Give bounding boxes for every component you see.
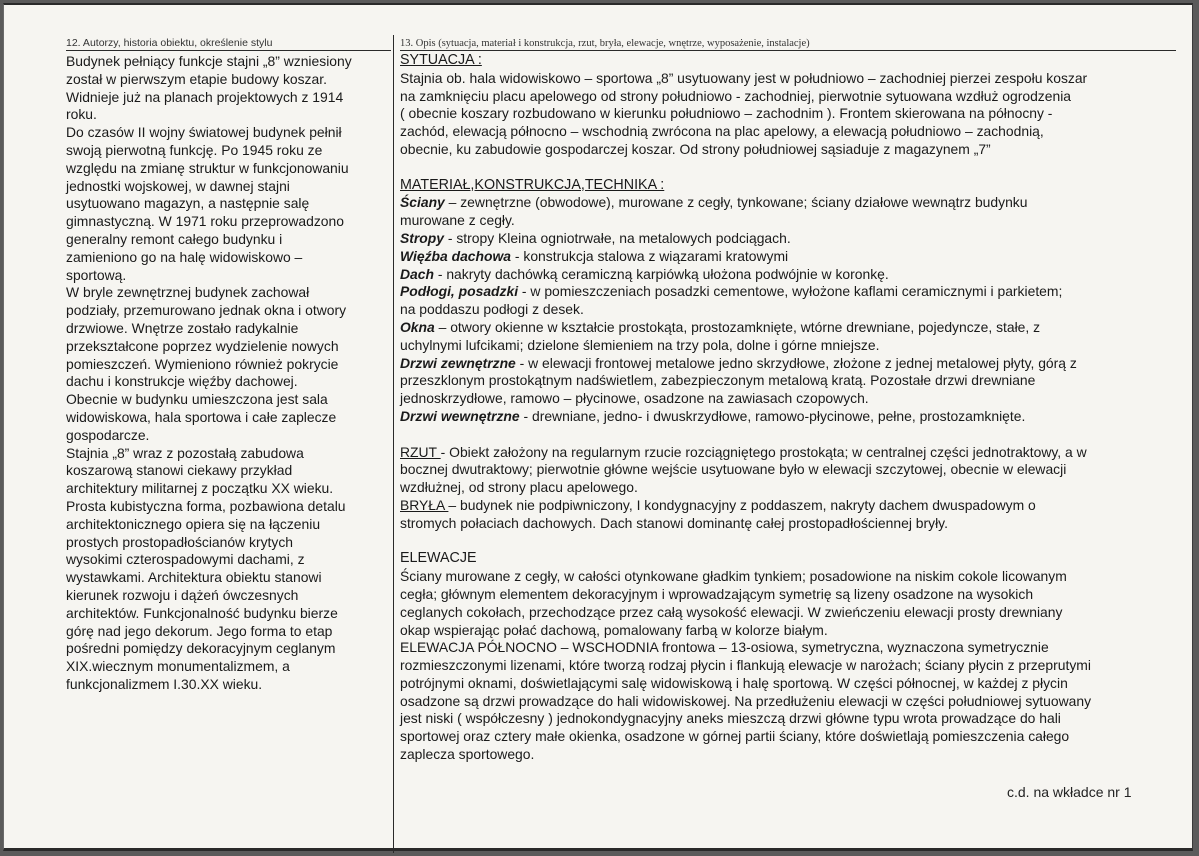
material-item	[400, 194, 1178, 212]
material-text: – otwory okienne w kształcie prostokąta, prostozamknięte, wtórne drewniane, pojedyncze, stałe, z	[434, 318, 1041, 335]
sytuacja-text	[400, 70, 1178, 159]
history-line: Budynek pełniący funkcje stajni „8” wzniesiony	[66, 53, 352, 69]
text-line: sportowej oraz cztery małe okienka, osadzone w górnej partii ściany, które doświetlają pomieszczenia całego	[400, 728, 1070, 745]
text-line: potrójnymi oknami, doświetlającymi salę widowiskową i halę sportową. W części północnej, w każdej z płycin	[400, 674, 1068, 691]
material-text-line: jednoskrzydłowe, ramowo – płycinowe, osadzone na zawiasach czopowych.	[400, 390, 869, 407]
history-line: Stajnia „8” wraz z pozostałą zabudowa	[66, 444, 304, 461]
elewacje-heading: ELEWACJE	[400, 550, 477, 567]
material-item	[400, 248, 1178, 266]
bryla-line-0: – budynek nie podpiwniczony, I kondygnacyjny z poddaszem, nakryty dachem dwuspadowym o	[448, 496, 1036, 513]
material-term: Podłogi, posadzki	[400, 283, 519, 300]
history-line: swoją pierwotną funkcję. Po 1945 roku ze	[66, 141, 323, 158]
text-line: na zamknięciu placu apelowego od strony południowo - zachodniej, pierwotnie sytuowana wzdłuż ogrodzenia	[400, 87, 1072, 104]
column-divider	[393, 35, 394, 853]
bryla-paragraph	[400, 497, 1178, 515]
material-item	[400, 230, 1178, 248]
history-line: architektury militarnej z początku XX wieku.	[66, 480, 334, 497]
section-material	[400, 177, 1178, 426]
text-line: osadzone są drzwi prowadzące do hali widowiskowej. Na przedłużeniu elewacji w części południowej sytuowany	[400, 692, 1092, 709]
section-elewacje	[400, 550, 1178, 764]
history-line: dachu i konstrukcje więźby dachowej.	[66, 373, 298, 390]
history-line: prostych prostopadłościanów krytych	[66, 533, 293, 550]
material-items	[400, 194, 1178, 425]
history-line: wystawkami. Architektura obiektu stanowi	[66, 569, 322, 586]
text-line: zaplecza sportowego.	[400, 746, 535, 763]
history-line: generalny remont całego budynku i	[66, 230, 283, 247]
continuation-note: c.d. na wkładce nr 1	[1007, 784, 1132, 800]
bryla-heading: BRYŁA	[400, 496, 449, 513]
document-page	[3, 3, 1193, 851]
text-line: ELEWACJA PÓŁNOCNO – WSCHODNIA frontowa – 13-osiowa, symetryczna, wyznaczona symetrycznie	[400, 639, 1049, 656]
material-text: - drewniane, jedno- i dwuskrzydłowe, ramowo-płycinowe, pełne, prostozamknięte.	[519, 407, 1026, 424]
material-item	[400, 266, 1178, 284]
material-item	[400, 283, 1178, 301]
elewacje-text	[400, 568, 1178, 764]
history-line: gospodarcze.	[66, 426, 150, 443]
material-heading: MATERIAŁ,KONSTRUKCJA,TECHNIKA :	[400, 176, 665, 193]
history-line: roku.	[66, 106, 97, 123]
material-text: - stropy Kleina ogniotrwałe, na metalowych podciągach.	[444, 229, 791, 246]
history-line: architektów. Funkcjonalność budynku bierze	[66, 604, 338, 621]
history-column	[66, 53, 392, 694]
material-item	[400, 355, 1178, 373]
material-term: Okna	[400, 318, 435, 335]
history-line: usytuowano magazyn, a następnie salę	[66, 195, 310, 212]
history-line: drzwiowe. Wnętrze zostało radykalnie	[66, 319, 299, 336]
section-sytuacja	[400, 52, 1178, 159]
rzut-heading: RZUT	[400, 443, 441, 460]
material-text: - w pomieszczeniach posadzki cementowe, wyłożone kaflami ceramicznymi i parkietem;	[518, 283, 1063, 300]
history-line: architektonicznego opiera się na łączeniu	[66, 515, 321, 532]
history-line: Widnieje już na planach projektowych z 1914	[66, 88, 344, 105]
text-line: jest niski ( współczesny ) jednokondygnacyjny aneks mieszczą drzwi główne typu wrota prowadzące do hali	[400, 710, 1061, 727]
history-line: koszarową stanowi ciekawy przykład	[66, 462, 293, 479]
history-line: jednostki wojskowej, w dawnej stajni	[66, 177, 290, 194]
history-line: pomieszczeń. Wymieniono również pokrycie	[66, 355, 339, 372]
material-item	[400, 319, 1178, 337]
text-line: obecnie, ku zabudowie gospodarczej koszar. Od strony południowej sąsiaduje z magazynem „7”	[400, 140, 991, 157]
rzut-line: bocznej dwutraktowy; pierwotnie główne wejście usytuowane było w elewacji szczytowej, obecnie w elewacji	[400, 461, 1067, 478]
material-term: Więźba dachowa	[400, 247, 512, 264]
history-line: zamieniono go na halę widowiskowo –	[66, 248, 303, 265]
history-line: wysokimi czterospadowymi dachami, z	[66, 551, 305, 568]
text-line: Stajnia ob. hala widowiskowo – sportowa „8” usytuowany jest w południowo – zachodniej pierzei zespołu koszar	[400, 69, 1088, 86]
history-line: W bryle zewnętrznej budynek zachował	[66, 284, 310, 301]
text-line: ceglanych cokołach, przechodzące przez całą wysokość elewacji. W zwieńczeniu elewacji prosty drewniany	[400, 603, 1063, 620]
material-item	[400, 408, 1178, 426]
section-bryla	[400, 497, 1178, 533]
material-text-line: na poddaszu podłogi z desek.	[400, 301, 584, 318]
text-line: okap wspierając połać dachową, pomalowany farbą w kolorze białym.	[400, 621, 828, 638]
text-line: zachód, elewacją północno – wschodnią zwrócona na plac apelowy, a elewacją południowo – zachodnią,	[400, 123, 1044, 140]
bryla-line: stromych połaciach dachowych. Dach stanowi dominantę całej prostopadłościennej bryły.	[400, 514, 948, 531]
text-line: ( obecnie koszary rozbudowano w kierunku południowo – zachodnim ). Frontem skierowana na północny -	[400, 105, 1053, 122]
sytuacja-heading: SYTUACJA :	[400, 52, 482, 68]
history-line: widowiskowa, hala sportowa i całe zaplecze	[66, 408, 337, 425]
material-term: Stropy	[400, 229, 444, 246]
description-column	[400, 52, 1178, 764]
rzut-line-0: - Obiekt założony na regularnym rzucie rozciągniętego prostokąta; w centralnej części jednotraktowy, a w	[440, 443, 1087, 460]
history-line: został w pierwszym etapie budowy koszar.	[66, 70, 327, 87]
history-line: funkcjonalizmem I.30.XX wieku.	[66, 675, 263, 692]
text-line: Ściany murowane z cegły, w całości otynkowane gładkim tynkiem; posadowione na niskim cokole licowanym	[400, 568, 1067, 585]
history-line: Prosta kubistyczna forma, pozbawiona detalu	[66, 497, 346, 514]
material-text: - konstrukcja stalowa z wiązarami kratowymi	[511, 247, 789, 264]
material-text-line: uchylnymi lufcikami; dzielone ślemieniem na trzy pola, dolne i górne mniejsze.	[400, 336, 880, 353]
right-section-header: 13. Opis (sytuacja, materiał i konstrukcja, rzut, bryła, elewacje, wnętrze, wyposażenie, instalacje)	[400, 37, 1176, 51]
history-line: względu na zmianę struktur w funkcjonowaniu	[66, 159, 349, 176]
history-line: przekształcone poprzez wydzielenie nowych	[66, 337, 339, 354]
text-line: rozmieszczonymi lizenami, które tworzą rodzaj płycin i flankują elewacje w narożach; ściany płycin z przeprutymi	[400, 657, 1091, 674]
history-line: kierunek rozwoju i dążeń ówczesnych	[66, 586, 299, 603]
material-term: Drzwi zewnętrzne	[400, 354, 516, 371]
material-text: – zewnętrzne (obwodowe), murowane z cegły, tynkowane; ściany działowe wewnątrz budynku	[444, 194, 1028, 211]
history-line: górę nad jego dekorum. Jego forma to etap	[66, 622, 333, 639]
material-text: - w elewacji frontowej metalowe jedno skrzydłowe, złożone z jednej metalowej płyty, górą z	[515, 354, 1077, 371]
material-text: - nakryty dachówką ceramiczną karpiówką ułożona podwójnie w koronkę.	[433, 265, 889, 282]
material-text-line: przeszklonym prostokątnym nadświetlem, zabezpieczonym metalową kratą. Pozostałe drzwi drewniane	[400, 372, 1036, 389]
material-text-line: murowane z cegły.	[400, 212, 515, 229]
rzut-paragraph	[400, 444, 1178, 462]
history-line: sportową.	[66, 266, 127, 283]
history-line: Do czasów II wojny światowej budynek pełnił	[66, 124, 342, 141]
material-term: Drzwi wewnętrzne	[400, 407, 520, 424]
rzut-line: wzdłużnej, od strony placu apelowego.	[400, 479, 638, 496]
history-line: pośredni pomiędzy dekoracyjnym ceglanym	[66, 640, 336, 657]
material-term: Dach	[400, 265, 434, 282]
material-term: Ściany	[400, 194, 445, 211]
history-line: Obecnie w budynku umieszczona jest sala	[66, 391, 328, 408]
section-rzut	[400, 444, 1178, 497]
text-line: cegła; głównym elementem dekoracyjnym i wprowadzającym symetrię są lizeny osadzone na wysokich	[400, 585, 1034, 602]
history-line: gimnastyczną. W 1971 roku przeprowadzono	[66, 213, 344, 230]
left-section-header: 12. Autorzy, historia obiektu, określenie stylu	[66, 37, 391, 51]
history-line: XIX.wiecznym monumentalizmem, a	[66, 658, 290, 675]
history-line: podziały, przemurowano jednak okna i otwory	[66, 302, 347, 319]
